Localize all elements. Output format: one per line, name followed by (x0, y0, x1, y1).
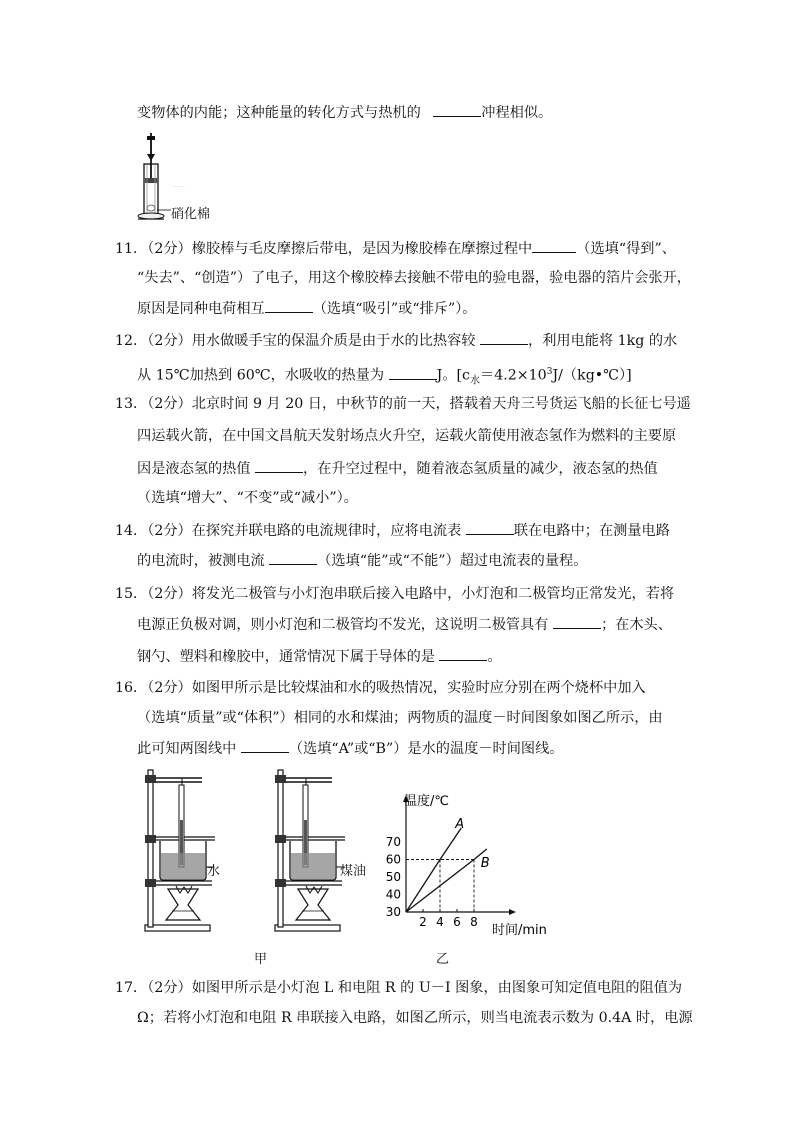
q15-text: ；在木头、 (600, 617, 672, 633)
q15-line2 (137, 614, 672, 635)
top-text-b: 冲程相似。 (481, 105, 553, 121)
q14-text: 联在电路中；在测量电路 (513, 523, 670, 539)
q13-text: ，在升空过程中，随着液态氢质量的减少，液态氢的热值 (303, 461, 658, 477)
q16-blank-1[interactable] (241, 738, 289, 753)
q14-blank-1[interactable] (466, 520, 514, 535)
q12-text: ，利用电能将 1kg 的水 (528, 333, 678, 349)
q15-text: 。 (487, 649, 502, 665)
q16-text: 此可知两图线中 (137, 741, 237, 757)
q11-line3 (137, 298, 477, 319)
q15-text: 电源正负极对调，则小灯泡和二极管均不发光，这说明二极管具有 (137, 617, 549, 633)
q17-text: Ω；若将小灯泡和电阻 R 串联接入电路，如图乙所示，则当电流表示数为 0.4A 时，电源 (137, 1010, 693, 1026)
answer-blank[interactable] (433, 102, 481, 117)
series-line-B (406, 849, 487, 912)
q12-text: J/（kg•℃）] (552, 367, 632, 384)
label-kerosene: 煤油 (340, 864, 367, 879)
q13-line2 (137, 426, 676, 446)
q17-line1 (115, 978, 682, 998)
q14-text: 在探究并联电路的电流规律时，应将电流表 (191, 523, 462, 539)
q15-blank-1[interactable] (553, 614, 601, 629)
q12-line1 (115, 330, 677, 351)
y-tick-label: 70 (385, 835, 401, 849)
y-tick-label: 30 (385, 905, 401, 919)
label-water: 水 (207, 864, 221, 879)
q13-line4 (137, 488, 358, 508)
q14-line2 (137, 550, 587, 571)
q13-line3 (137, 458, 658, 479)
x-tick-label: 6 (453, 915, 461, 929)
stand-water (145, 770, 215, 931)
x-tick-label: 2 (419, 915, 427, 929)
q14-number: 14．（2分） (115, 523, 192, 539)
q13-line1 (115, 394, 691, 414)
q11-blank-1[interactable] (532, 238, 576, 253)
series-label-B: B (480, 856, 490, 871)
q11-text: （选填“得到”、 (576, 241, 676, 257)
q17-number: 17．（2分） (115, 980, 192, 996)
q14-text: （选填“能”或“不能”）超过电流表的量程。 (317, 553, 588, 569)
q16-text: 如图甲所示是比较煤油和水的吸热情况，实验时应分别在两个烧杯中加入 (191, 680, 646, 696)
caption-jia: 甲 (254, 952, 268, 967)
y-tick-label: 50 (385, 870, 401, 884)
q17-line2 (137, 1008, 693, 1028)
figure-label-cotton: 硝化棉 (171, 207, 211, 222)
q13-text: （选填“增大”、“不变”或“减小”）。 (137, 490, 358, 506)
q14-line1 (115, 520, 670, 541)
stand-kerosene (275, 770, 345, 931)
q16-line3 (137, 738, 563, 759)
q13-blank-1[interactable] (255, 458, 303, 473)
q12-blank-1[interactable] (480, 330, 528, 345)
x-tick-label: 4 (436, 915, 444, 929)
y-tick-label: 60 (385, 852, 401, 867)
q16-text: （选填“A”或“B”）是水的温度－时间图线。 (288, 741, 564, 757)
q12-line2 (137, 362, 632, 392)
q11-text: “失去”、“创造”）了电子，用这个橡胶棒去接触不带电的验电器，验电器的箔片会张开， (137, 270, 691, 286)
top-text-a: 变物体的内能；这种能量的转化方式与热机的 (137, 105, 421, 121)
temperature-time-chart (370, 790, 560, 940)
q11-text: 橡胶棒与毛皮摩擦后带电，是因为橡胶棒在摩擦过程中 (191, 241, 533, 257)
q16-number: 16．（2分） (115, 680, 192, 696)
series-label-A: A (455, 817, 465, 832)
q11-text: （选填“吸引”或“排斥”）。 (312, 301, 477, 317)
q12-text: ＝4.2×10 (480, 367, 547, 384)
q12-text: 用水做暖手宝的保温介质是由于水的比热容较 (191, 333, 476, 349)
x-axis-label: 时间/min (492, 923, 547, 938)
q12-number: 12．（2分） (115, 333, 192, 349)
svg-text:·——: ·—— (169, 182, 186, 190)
q17-text: 如图甲所示是小灯泡 L 和电阻 R 的 U－I 图象，由图象可知定值电阻的阻值为 (191, 980, 683, 996)
q11-line2 (137, 268, 691, 288)
caption-yi: 乙 (436, 952, 450, 967)
q15-text: 钢勺、塑料和橡胶中，通常情况下属于导体的是 (137, 649, 435, 665)
x-tick-label: 8 (470, 915, 478, 929)
q15-number: 15．（2分） (115, 586, 192, 602)
q13-text: 因是液态氢的热值 (137, 461, 251, 477)
y-axis-label: 温度/℃ (404, 794, 449, 809)
q15-text: 将发光二极管与小灯泡串联后接入电路中，小灯泡和二极管均正常发光，若将 (191, 586, 675, 602)
q15-blank-2[interactable] (439, 646, 487, 661)
q12-text: J。[c (436, 367, 470, 384)
subscript-water: 水 (470, 375, 480, 387)
q15-line3 (137, 646, 502, 667)
q15-line1 (115, 584, 674, 604)
q16-line2 (137, 708, 663, 728)
q11-text: 原因是同种电荷相互 (137, 301, 265, 317)
q12-blank-2[interactable] (389, 365, 437, 380)
q16-text: （选填“质量”或“体积”）相同的水和煤油；两物质的温度－时间图象如图乙所示，由 (137, 710, 663, 726)
superscript: 3 (546, 367, 553, 377)
q16-line1 (115, 678, 646, 698)
q11-number: 11．（2分） (115, 241, 192, 257)
x-axis-arrow (509, 909, 516, 915)
q14-blank-2[interactable] (269, 550, 317, 565)
q14-text: 的电流时，被测电流 (137, 553, 265, 569)
q13-text: 北京时间 9 月 20 日，中秋节的前一天，搭载着天舟三号货运飞船的长征七号遥 (191, 396, 691, 412)
q11-line1 (115, 238, 676, 259)
q12-text: 从 15℃加热到 60℃，水吸收的热量为 (137, 367, 385, 384)
top-line (137, 102, 552, 123)
y-tick-label: 40 (385, 887, 401, 902)
series-line-A (406, 828, 461, 912)
q11-blank-2[interactable] (265, 298, 313, 313)
apparatus-figure (140, 765, 380, 940)
q13-text: 四运载火箭，在中国文昌航天发射场点火升空，运载火箭使用液态氢作为燃料的主要原 (137, 428, 677, 444)
q13-number: 13．（2分） (115, 396, 192, 412)
